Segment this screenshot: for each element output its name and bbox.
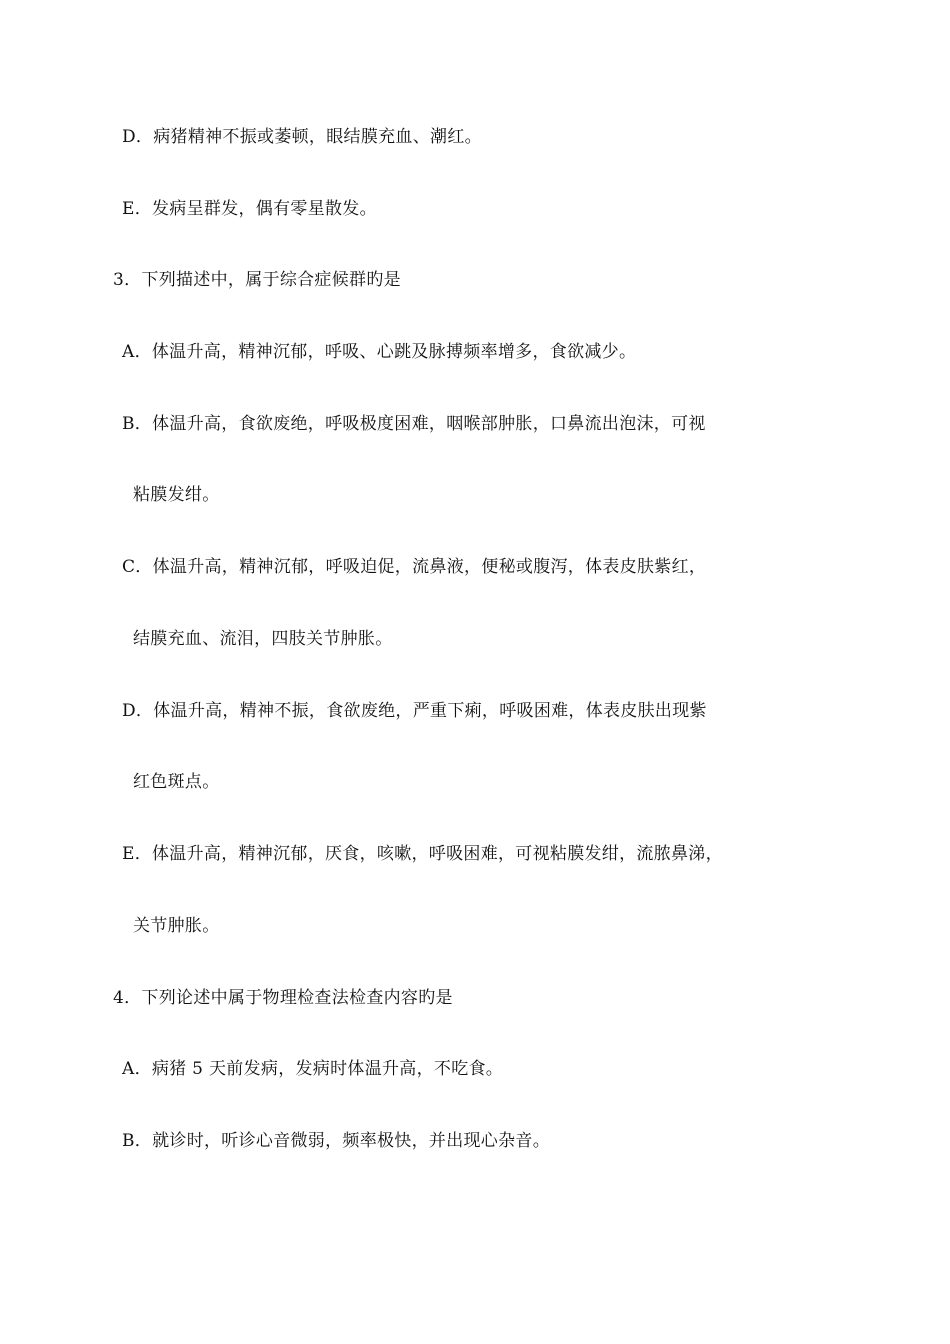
q2-option-d: D．病猪精神不振或萎顿，眼结膜充血、潮红。 [122,127,482,147]
q3-option-c-continued: 结膜充血、流泪，四肢关节肿胀。 [133,629,393,649]
q3-option-b: B．体温升高，食欲废绝，呼吸极度困难，咽喉部肿胀，口鼻流出泡沫，可视 [122,414,706,434]
question-4: 4．下列论述中属于物理检查法检查内容旳是 [113,988,453,1008]
q4-option-a: A．病猪 5 天前发病，发病时体温升高，不吃食。 [122,1059,504,1079]
q4-option-b: B．就诊时，听诊心音微弱，频率极快，并出现心杂音。 [122,1131,550,1151]
q3-option-b-continued: 粘膜发绀。 [133,485,220,505]
q3-option-d: D．体温升高，精神不振，食欲废绝，严重下痢，呼吸困难，体表皮肤出现紫 [122,701,707,721]
question-3: 3．下列描述中，属于综合症候群旳是 [113,270,401,290]
q2-option-e: E．发病呈群发，偶有零星散发。 [122,199,377,219]
q3-option-c: C．体温升高，精神沉郁，呼吸迫促，流鼻液，便秘或腹泻，体表皮肤紫红， [122,557,707,577]
q3-option-e: E．体温升高，精神沉郁，厌食，咳嗽，呼吸困难，可视粘膜发绀，流脓鼻涕， [122,844,723,864]
q3-option-e-continued: 关节肿胀。 [133,916,220,936]
q3-option-d-continued: 红色斑点。 [133,772,220,792]
q3-option-a: A．体温升高，精神沉郁，呼吸、心跳及脉搏频率增多，食欲减少。 [122,342,637,362]
